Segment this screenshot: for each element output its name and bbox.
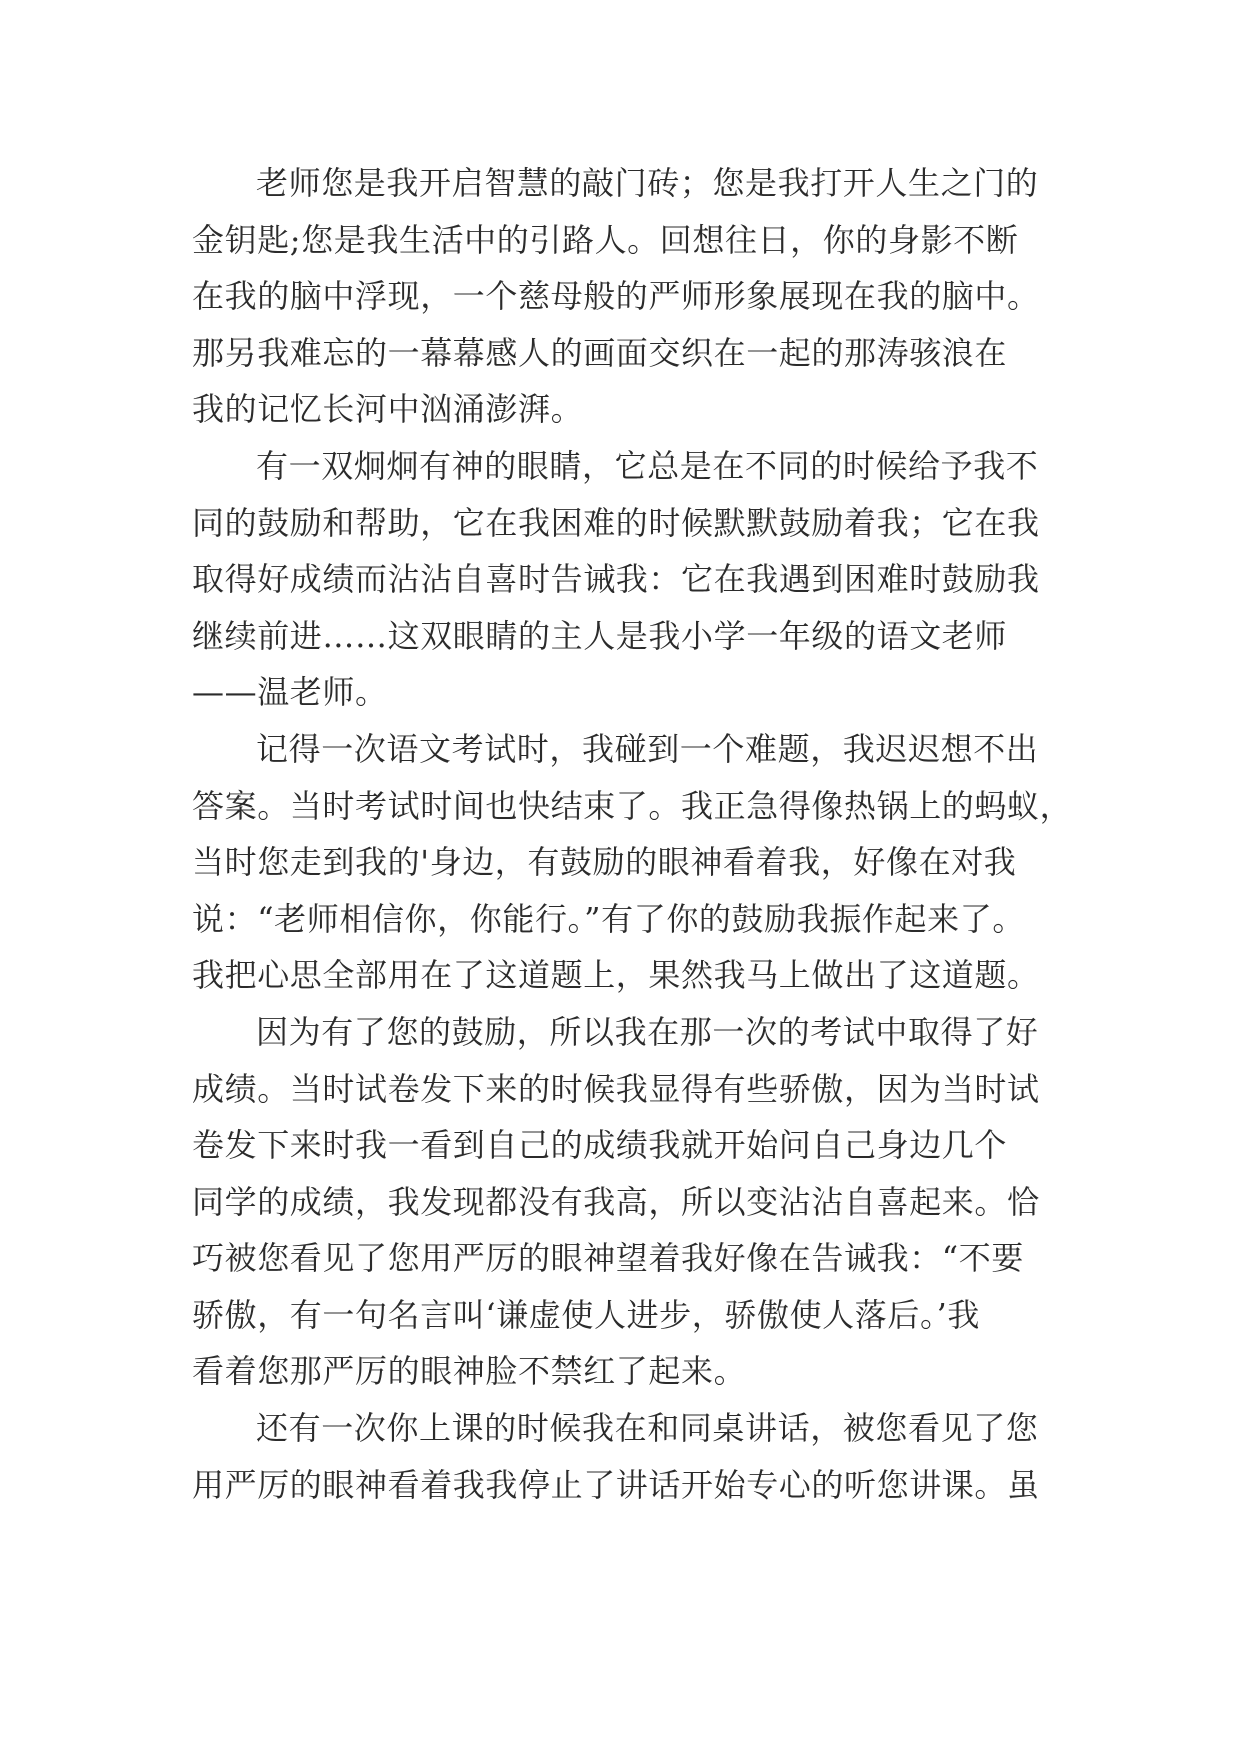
text-line: 有一双炯炯有神的眼睛，它总是在不同的时候给予我不 xyxy=(256,446,1039,485)
text-line: 巧被您看见了您用严厉的眼神望着我好像在告诫我：“不要 xyxy=(192,1239,1024,1278)
text-line: 我把心思全部用在了这道题上，果然我马上做出了这道题。 xyxy=(192,956,1040,995)
text-line: 当时您走到我的'身边，有鼓励的眼神看着我，好像在对我 xyxy=(192,843,1017,882)
paragraph-5 xyxy=(192,1400,1072,1513)
text-line: 同学的成绩，我发现都没有我高，所以变沾沾自喜起来。恰 xyxy=(192,1182,1040,1221)
text-line: 那另我难忘的一幕幕感人的画面交织在一起的那涛骇浪在 xyxy=(192,333,1008,372)
text-line: 卷发下来时我一看到自己的成绩我就开始问自己身边几个 xyxy=(192,1126,1008,1165)
paragraph-4 xyxy=(192,1004,1072,1400)
text-line: 我的记忆长河中汹涌澎湃。 xyxy=(192,390,584,429)
text-line: 记得一次语文考试时，我碰到一个难题，我迟迟想不出 xyxy=(256,729,1039,768)
text-line: 因为有了您的鼓励，所以我在那一次的考试中取得了好 xyxy=(256,1012,1039,1051)
text-line: 继续前进……这双眼睛的主人是我小学一年级的语文老师 xyxy=(192,616,1008,655)
text-line: 取得好成绩而沾沾自喜时告诫我：它在我遇到困难时鼓励我 xyxy=(192,560,1040,599)
paragraph-3 xyxy=(192,721,1072,1004)
text-line: 说：“老师相信你，你能行。”有了你的鼓励我振作起来了。 xyxy=(192,899,1025,938)
paragraph-2 xyxy=(192,438,1072,721)
text-line: 答案。当时考试时间也快结束了。我正急得像热锅上的蚂蚁， xyxy=(192,786,1073,825)
text-line: 骄傲，有一句名言叫‘谦虚使人进步，骄傲使人落后。’我 xyxy=(192,1295,980,1334)
text-line: 成绩。当时试卷发下来的时候我显得有些骄傲，因为当时试 xyxy=(192,1069,1040,1108)
text-line: 金钥匙;您是我生活中的引路人。回想往日，你的身影不断 xyxy=(192,220,1019,259)
text-line: 在我的脑中浮现，一个慈母般的严师形象展现在我的脑中。 xyxy=(192,277,1040,316)
text-line: 还有一次你上课的时候我在和同桌讲话，被您看见了您 xyxy=(256,1409,1039,1448)
text-line: 用严厉的眼神看着我我停止了讲话开始专心的听您讲课。虽 xyxy=(192,1465,1040,1504)
document-body xyxy=(192,155,1072,1513)
text-line: ——温老师。 xyxy=(192,673,388,712)
text-line: 同的鼓励和帮助，它在我困难的时候默默鼓励着我；它在我 xyxy=(192,503,1040,542)
text-line: 老师您是我开启智慧的敲门砖；您是我打开人生之门的 xyxy=(256,164,1039,202)
text-line: 看着您那严厉的眼神脸不禁红了起来。 xyxy=(192,1352,747,1391)
paragraph-1 xyxy=(192,155,1072,438)
